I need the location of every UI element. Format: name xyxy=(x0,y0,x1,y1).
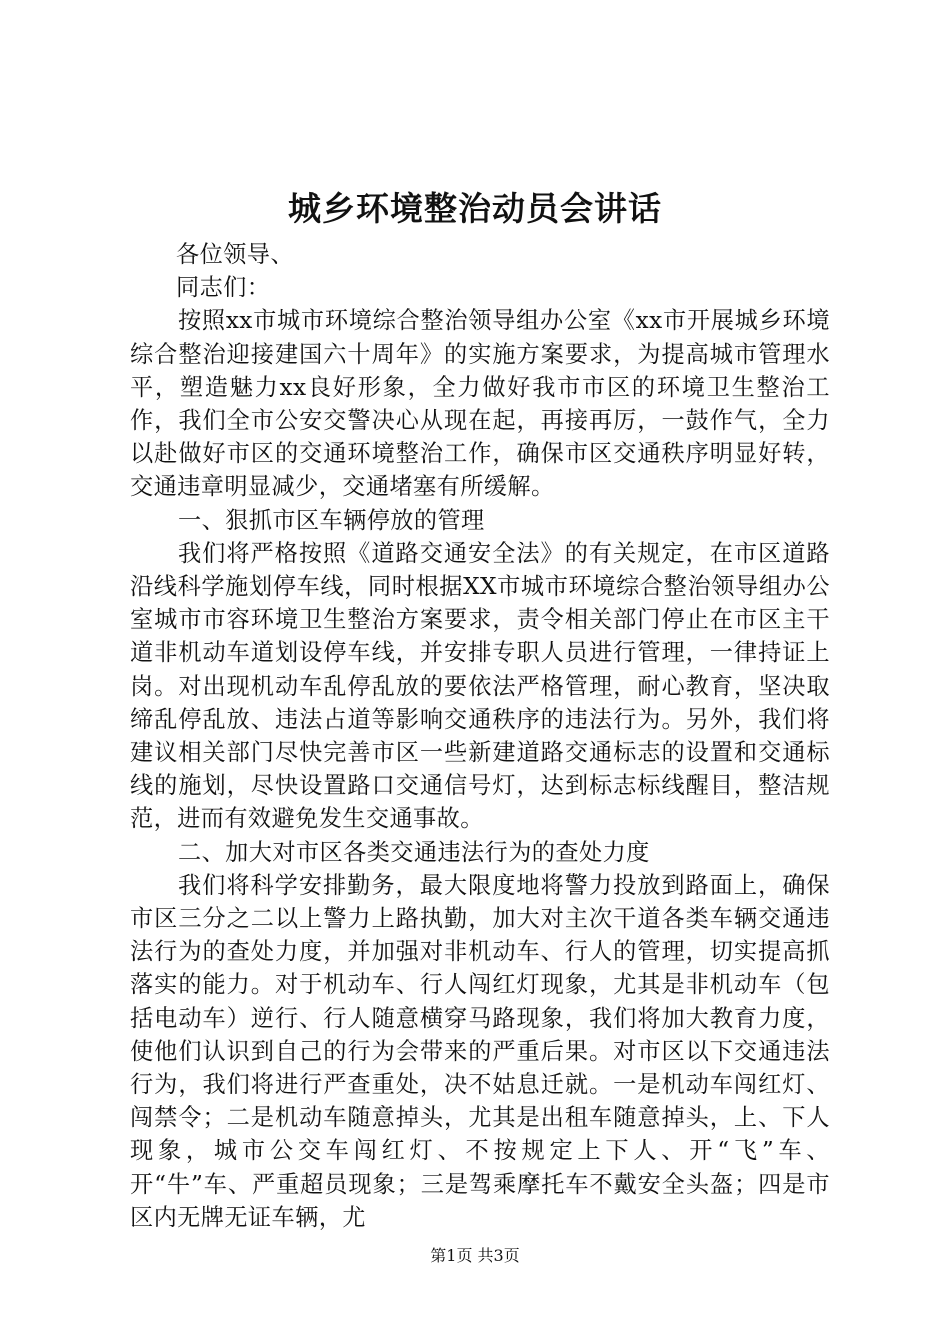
salutation-leaders: 各位领导、 xyxy=(176,241,294,268)
section-paragraph-1: 我们将严格按照《道路交通安全法》的有关规定，在市区道路沿线科学施划停车线，同时根据XX市城市环境综合整治领导组办公室城市市容环境卫生整治方案要求，责令相关部门停止在市区主干道非机动车道划设停车线，并安排专职人员进行管理，一律持证上岗。对出现机动车乱停乱放的要依法严格管理，耐心教育，坚决取缔乱停乱放、违法占道等影响交通秩序的违法行为。另外，我们将建议相关部门尽快完善市区一些新建道路交通标志的设置和交通标线的施划，尽快设置路口交通信号灯，达到标志标线醒目，整洁规范，进而有效避免发生交通事故。 xyxy=(130,539,830,833)
intro-paragraph: 按照xx市城市环境综合整治领导组办公室《xx市开展城乡环境综合整治迎接建国六十周年》的实施方案要求，为提高城市管理水平，塑造魅力xx良好形象，全力做好我市市区的环境卫生整治工作，我们全市公安交警决心从现在起，再接再厉，一鼓作气，全力以赴做好市区的交通环境整治工作，确保市区交通秩序明显好转，交通违章明显减少，交通堵塞有所缓解。 xyxy=(130,307,830,501)
page-number-footer: 第1页 共3页 xyxy=(430,1246,520,1265)
document-title: 城乡环境整治动员会讲话 xyxy=(288,189,662,228)
section-paragraph-2: 我们将科学安排勤务，最大限度地将警力投放到路面上，确保市区三分之二以上警力上路执勤，加大对主次干道各类车辆交通违法行为的查处力度，并加强对非机动车、行人的管理，切实提高抓落实的能力。对于机动车、行人闯红灯现象，尤其是非机动车（包括电动车）逆行、行人随意横穿马路现象，我们将加大教育力度，使他们认识到自己的行为会带来的严重后果。对市区以下交通违法行为，我们将进行严查重处，决不姑息迁就。一是机动车闯红灯、闯禁令；二是机动车随意掉头，尤其是出租车随意掉头，上、下人现象，城市公交车闯红灯、不按规定上下人、开“飞”车、开“牛”车、严重超员现象；三是驾乘摩托车不戴安全头盔；四是市区内无牌无证车辆，尤 xyxy=(130,871,830,1231)
section-heading-1: 一、狠抓市区车辆停放的管理 xyxy=(178,506,485,534)
section-heading-2: 二、加大对市区各类交通违法行为的查处力度 xyxy=(178,838,650,866)
document-body xyxy=(130,238,830,1234)
salutation-comrades: 同志们： xyxy=(176,274,271,302)
